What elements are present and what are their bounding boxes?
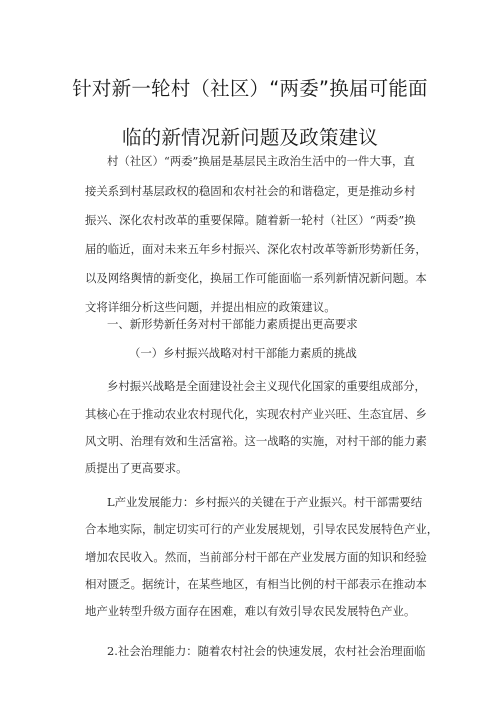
body-line: 乡村振兴战略是全面建设社会主义现代化国家的重要组成部分， bbox=[107, 379, 426, 393]
body-line: 振兴、深化农村改革的重要保障。随着新一轮村（社区）“两委”换 bbox=[85, 213, 416, 227]
body-line: 届的临近，面对未来五年乡村振兴、深化农村改革等新形势新任务， bbox=[85, 242, 427, 256]
body-line: L产业发展能力：乡村振兴的关键在于产业振兴。村干部需要结 bbox=[107, 495, 423, 509]
body-line: 以及网络舆情的新变化，换届工作可能面临一系列新情况新问题。本 bbox=[85, 271, 427, 285]
body-line: 其核心在于推动农业农村现代化，实现农村产业兴旺、生态宜居、乡 bbox=[85, 407, 427, 421]
body-line: 合本地实际，制定切实可行的产业发展规划，引导农民发展特色产业， bbox=[85, 522, 439, 536]
subsection-heading: （一）乡村振兴战略对村干部能力素质的挑战 bbox=[129, 346, 357, 360]
body-line: 村（社区）“两委”换届是基层民主政治生活中的一件大事，直 bbox=[107, 154, 415, 168]
body-line: 地产业转型升级方面存在困难，难以有效引导农民发展特色产业。 bbox=[85, 604, 416, 618]
body-line: 质提出了更高要求。 bbox=[85, 461, 188, 475]
body-line: 接关系到村基层政权的稳固和农村社会的和谐稳定，更是推动乡村 bbox=[85, 184, 416, 198]
body-line: 相对匮乏。据统计，在某些地区，有相当比例的村干部表示在推动本 bbox=[85, 577, 427, 591]
body-line: 2.社会治理能力：随着农村社会的快速发展，农村社会治理面临 bbox=[107, 644, 426, 658]
document-title-line-2: 临的新情况新问题及政策建议 bbox=[121, 126, 379, 149]
section-heading: 一、新形势新任务对村干部能力素质提出更高要求 bbox=[107, 317, 358, 331]
body-line: 增加农民收入。然而，当前部分村干部在产业发展方面的知识和经验 bbox=[85, 550, 427, 564]
body-line: 文将详细分析这些问题，并提出相应的政策建议。 bbox=[85, 300, 336, 314]
body-line: 风文明、治理有效和生活富裕。这一战略的实施，对村干部的能力素 bbox=[85, 434, 427, 448]
document-title-line-1: 针对新一轮村（社区）“两委”换届可能面 bbox=[72, 77, 428, 100]
